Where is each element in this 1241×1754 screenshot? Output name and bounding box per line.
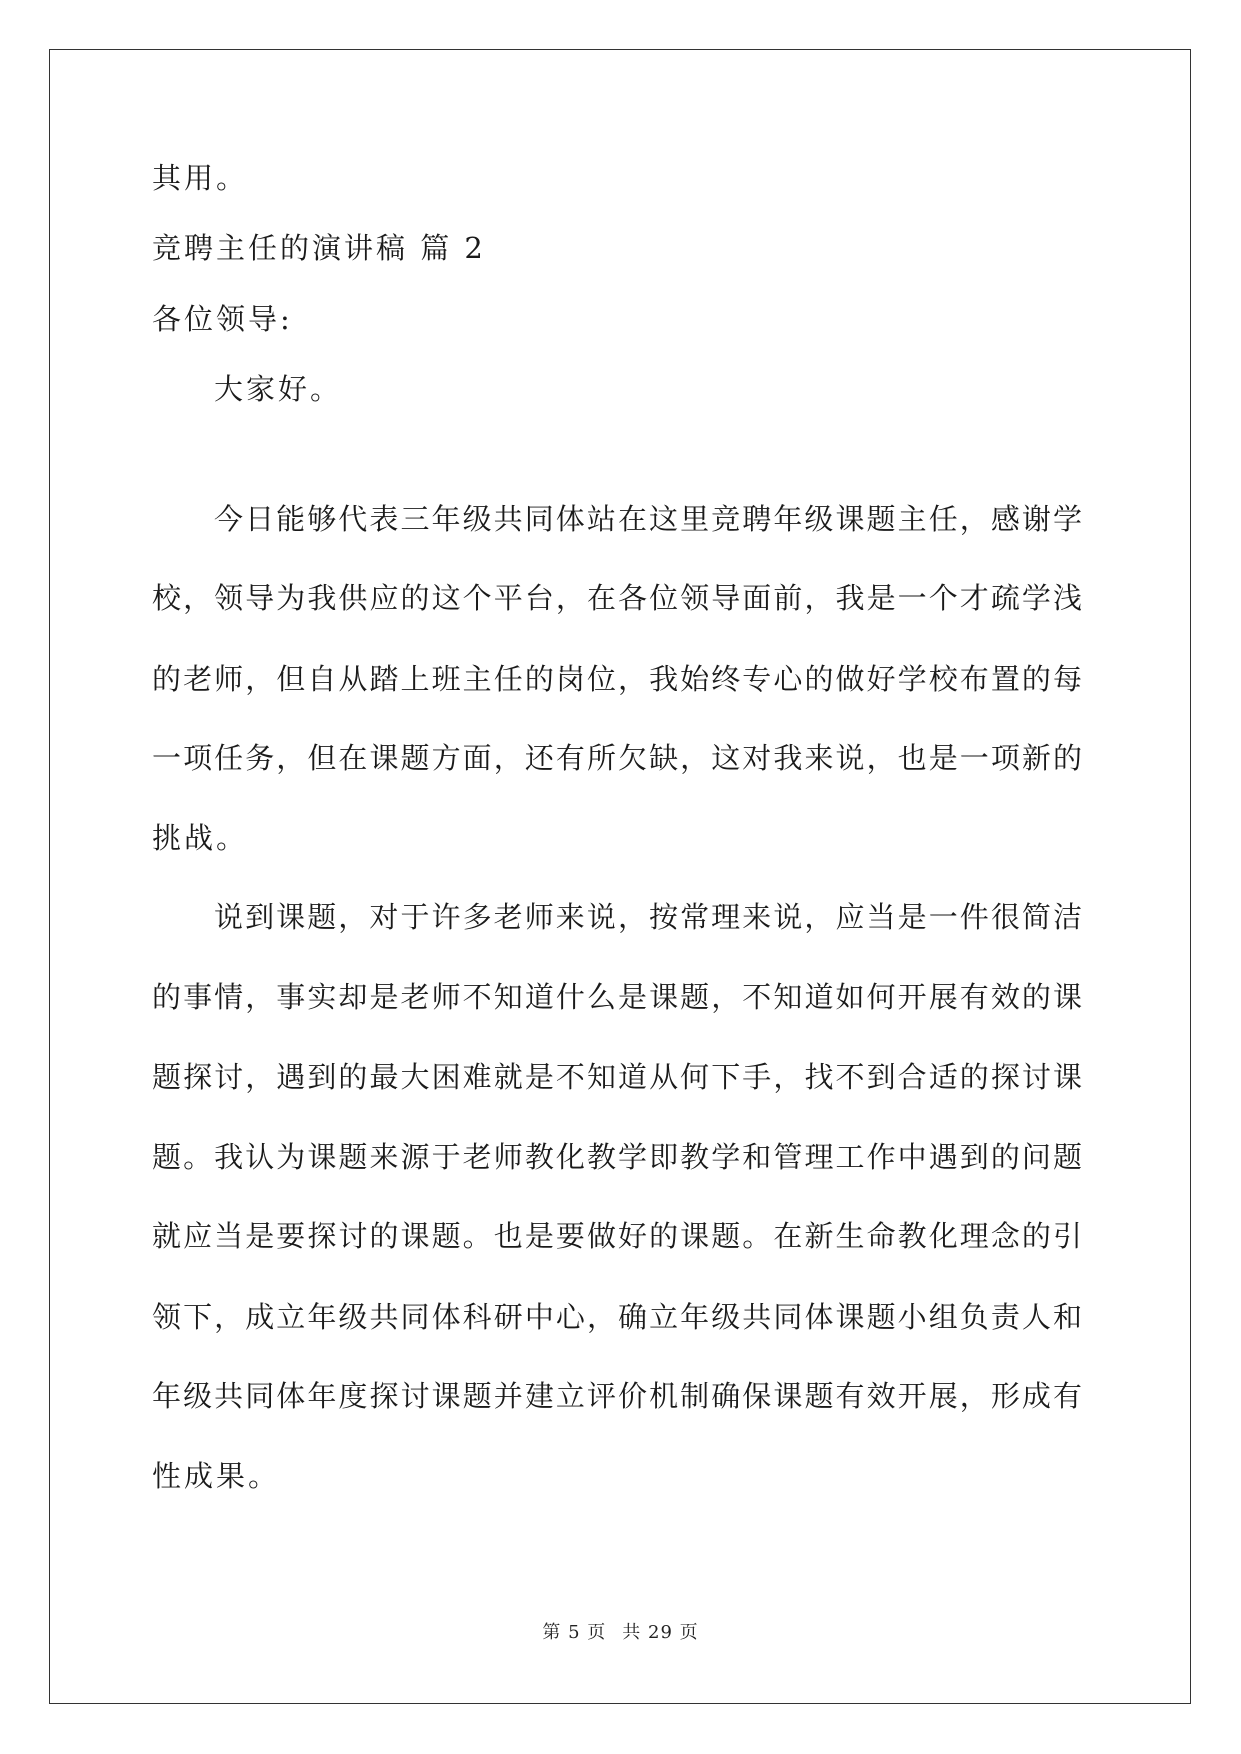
paragraph-1-line-3: 的老师，但自从踏上班主任的岗位，我始终专心的做好学校布置的每 <box>152 662 1082 696</box>
paragraph-1-line-5: 挑战。 <box>152 821 249 855</box>
paragraph-2-line-4: 题。我认为课题来源于老师教化教学即教学和管理工作中遇到的问题 <box>152 1140 1082 1174</box>
paragraph-2-line-3: 题探讨，遇到的最大困难就是不知道从何下手，找不到合适的探讨课 <box>152 1060 1082 1094</box>
greeting: 大家好。 <box>214 372 343 406</box>
paragraph-1-line-1: 今日能够代表三年级共同体站在这里竞聘年级课题主任，感谢学 <box>214 502 1082 536</box>
salutation: 各位领导: <box>152 302 293 336</box>
page-number: 第 5 页 <box>542 1622 607 1643</box>
section-heading: 竞聘主任的演讲稿 篇 2 <box>152 231 486 265</box>
paragraph-2-line-2: 的事情，事实却是老师不知道什么是课题，不知道如何开展有效的课 <box>152 980 1082 1014</box>
total-pages: 共 29 页 <box>622 1622 699 1643</box>
paragraph-1-line-4: 一项任务，但在课题方面，还有所欠缺，这对我来说，也是一项新的 <box>152 741 1082 775</box>
page-footer <box>0 1618 1241 1644</box>
paragraph-2-line-1: 说到课题，对于许多老师来说，按常理来说，应当是一件很简洁 <box>214 900 1082 934</box>
paragraph-2-line-6: 领下，成立年级共同体科研中心，确立年级共同体课题小组负责人和 <box>152 1300 1082 1334</box>
paragraph-2-line-8: 性成果。 <box>152 1459 281 1493</box>
paragraph-2-line-5: 就应当是要探讨的课题。也是要做好的课题。在新生命教化理念的引 <box>152 1219 1082 1253</box>
paragraph-1-line-2: 校，领导为我供应的这个平台，在各位领导面前，我是一个才疏学浅 <box>152 581 1082 615</box>
paragraph-2-line-7: 年级共同体年度探讨课题并建立评价机制确保课题有效开展，形成有 <box>152 1379 1082 1413</box>
text-line-1: 其用。 <box>152 161 249 195</box>
